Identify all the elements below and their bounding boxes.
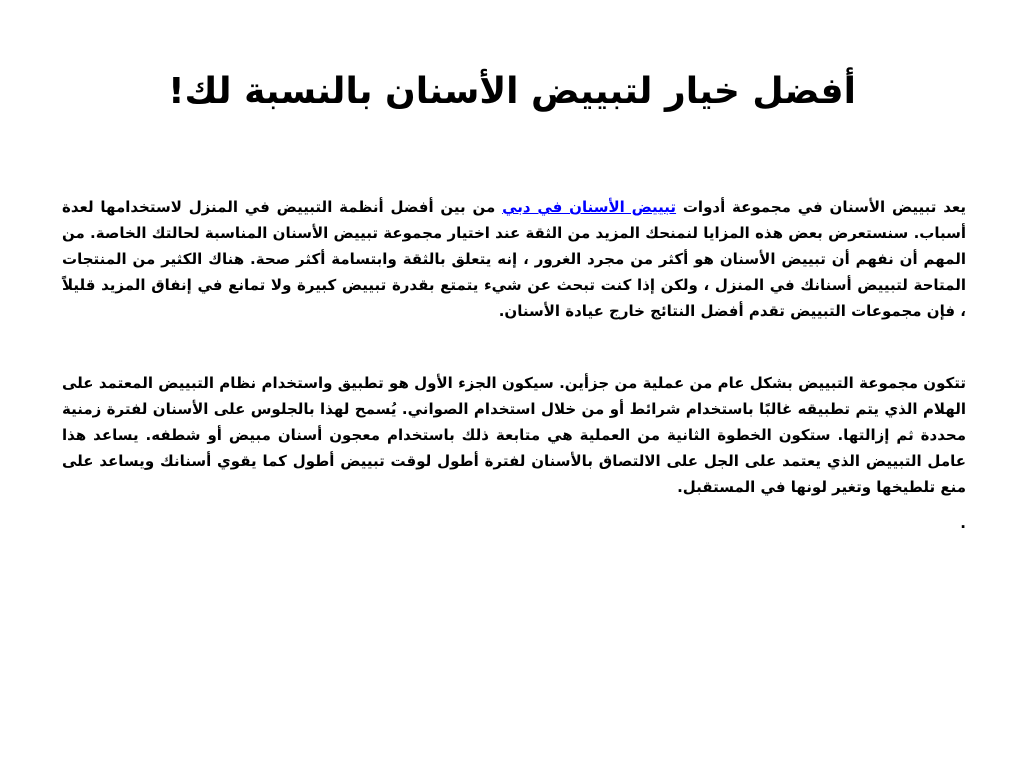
paragraph-1: [62, 194, 966, 324]
teeth-whitening-dubai-link[interactable]: تبييض الأسنان في دبي: [502, 198, 677, 216]
paragraph-1-text-start: يعد تبييض الأسنان في مجموعة أدوات: [676, 198, 966, 216]
paragraph-2: تتكون مجموعة التبييض بشكل عام من عملية من جزأين. سيكون الجزء الأول هو تطبيق واستخدام نظام التبييض المعتمد على الهلام الذي يتم تطبيقه غالبًا باستخدام شرائط أو من خلال استخدام الصواني. يُسمح لهذا بالجلوس على الأسنان لفترة زمنية محددة ثم إزالتها. ستكون الخطوة الثانية من العملية هي متابعة ذلك باستخدام معجون أسنان مبيض أو شطفه. يساعد هذا عامل التبييض الذي يعتمد على الجل على الالتصاق بالأسنان لفترة أطول لوقت تبييض أطول كما يقوي أسنانك ويساعد على منع تلطيخها وتغير لونها في المستقبل.: [62, 374, 966, 496]
slide-body: [62, 194, 966, 536]
slide-title: أفضل خيار لتبييض الأسنان بالنسبة لك!: [168, 71, 856, 112]
trailing-period: .: [960, 514, 966, 532]
paragraph-1-text-end: من بين أفضل أنظمة التبييض في المنزل لاستخدامها لعدة أسباب. سنستعرض بعض هذه المزايا لنمنحك المزيد من الثقة عند اختيار مجموعة تبييض الأسنان المناسبة لحالتك الخاصة. من المهم أن نفهم أن تبييض الأسنان هو أكثر من مجرد الغرور ، إنه يتعلق بالثقة وابتسامة أكثر صحة. هناك الكثير من المنتجات المتاحة لتبييض أسنانك في المنزل ، ولكن إذا كنت تبحث عن شيء يتمتع بقدرة تبييض كبيرة ولا تمانع في إنفاق المزيد قليلاً ، فإن مجموعات التبييض تقدم أفضل النتائج خارج عيادة الأسنان.: [62, 198, 966, 320]
